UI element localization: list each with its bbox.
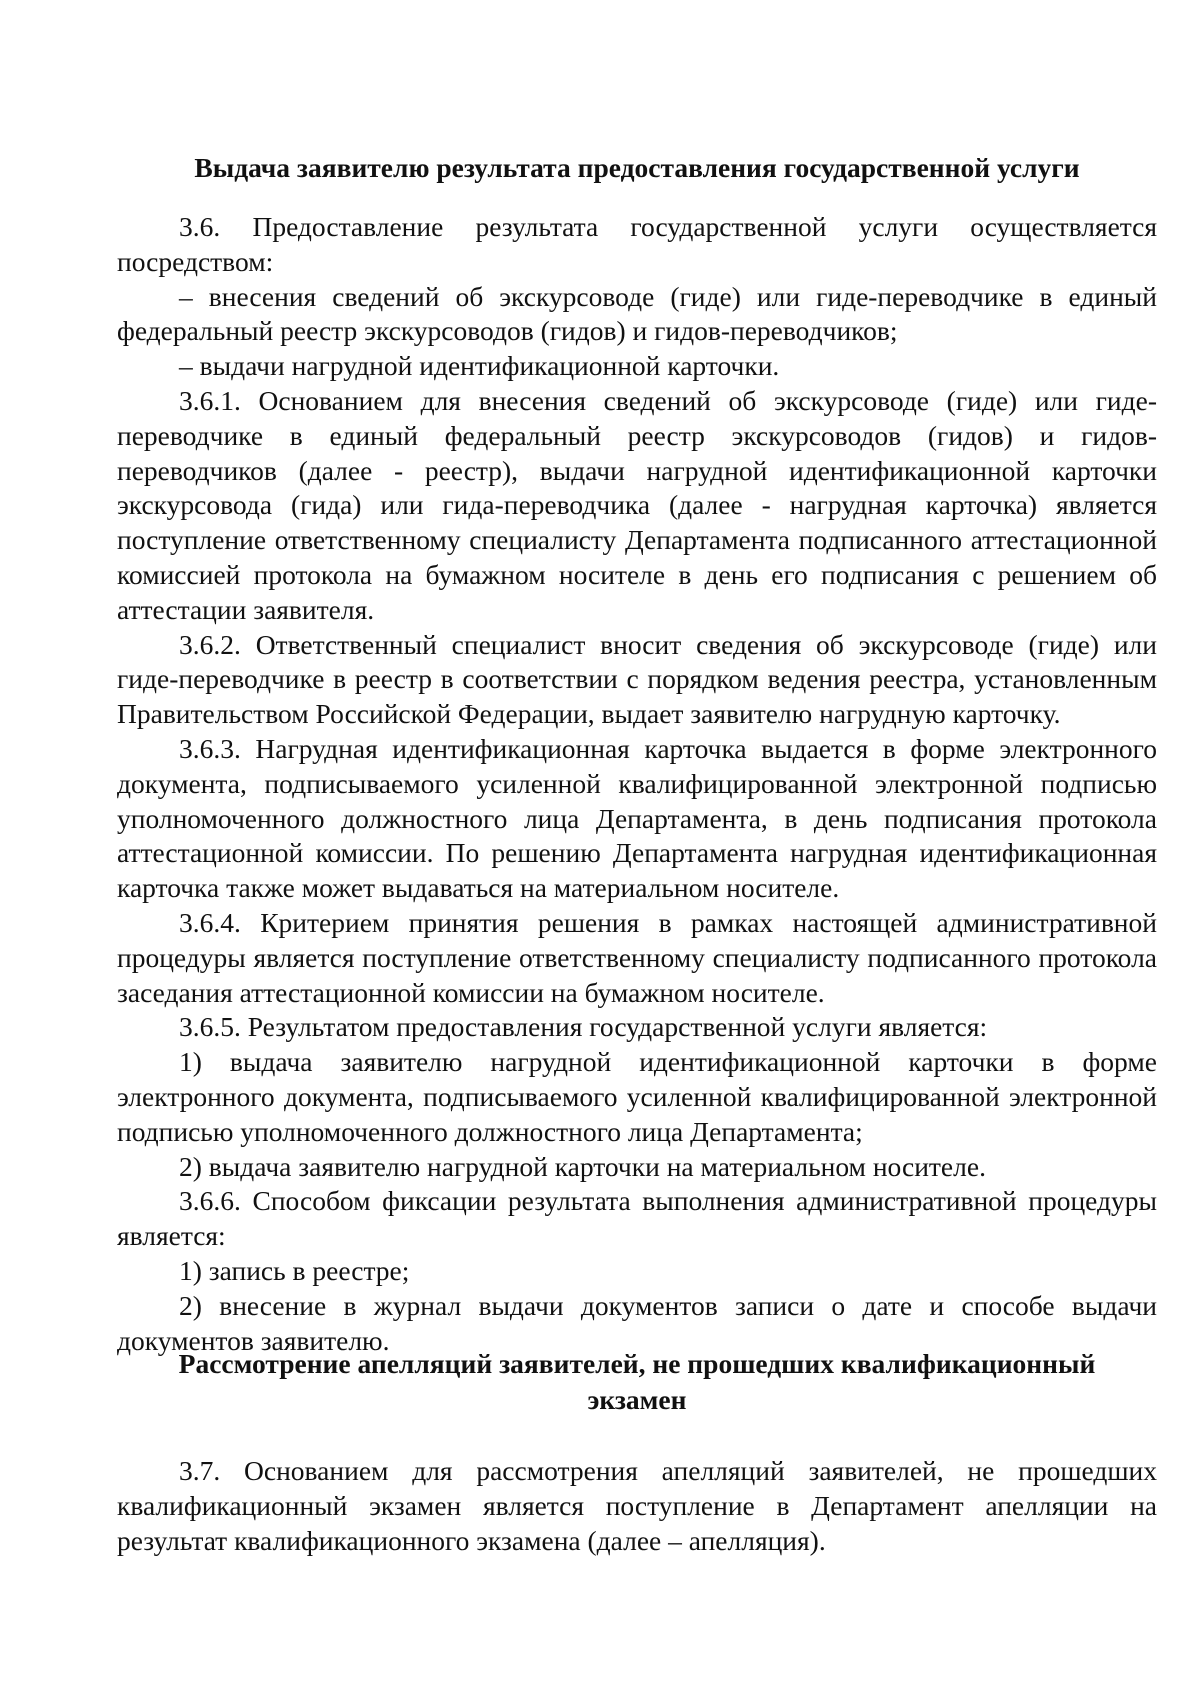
list-item-2-material-card: 2) выдача заявителю нагрудной карточки на материальном носителе. — [179, 1150, 986, 1182]
section-appeals — [117, 1346, 1157, 1558]
section-body — [117, 1454, 1157, 1558]
section-heading-line-1: Рассмотрение апелляций заявителей, не прошедших квалификационный — [178, 1348, 1096, 1379]
paragraph-3-6-6: 3.6.6. Способом фиксации результата выполнения административной процедуры является: — [117, 1185, 1157, 1252]
paragraph-3-6-4: 3.6.4. Критерием принятия решения в рамках настоящей административной процедуры является поступление ответственному специалисту подписанного протокола заседания аттестационной комиссии на бумажном носителе. — [117, 906, 1157, 1008]
list-item-registry-entry: – внесения сведений об экскурсоводе (гиде) или гиде-переводчике в единый федеральный реестр экскурсоводов (гидов) и гидов-переводчиков; — [117, 280, 1157, 347]
paragraph-3-6-5: 3.6.5. Результатом предоставления государственной услуги является: — [179, 1011, 988, 1043]
paragraph-3-6: 3.6. Предоставление результата государственной услуги осуществляется посредством: — [117, 211, 1157, 277]
section-body — [117, 210, 1157, 1358]
list-item-1-electronic-card: 1) выдача заявителю нагрудной идентификационной карточки в форме электронного документа, подписываемого усиленной квалифицированной электронной подписью уполномоченного должностного лица Департамента; — [117, 1046, 1157, 1147]
list-item-badge-issue: – выдачи нагрудной идентификационной карточки. — [179, 350, 780, 382]
section-heading-line-2: экзамен — [587, 1384, 687, 1415]
paragraph-3-6-1: 3.6.1. Основанием для внесения сведений об экскурсоводе (гиде) или гиде-переводчике в единый федеральный реестр экскурсоводов (гидов) и гидов-переводчиков (далее - реестр), выдачи нагрудной идентификационной карточки экскурсовода (гида) или гида-переводчика (далее - нагрудная карточка) является поступление ответственному специалисту Департамента подписанного аттестационной комиссией протокола на бумажном носителе в день его подписания с решением об аттестации заявителя. — [117, 384, 1157, 625]
list-item-2-journal-entry: 2) внесение в журнал выдачи документов записи о дате и способе выдачи документов заявителю. — [117, 1289, 1157, 1356]
paragraph-3-6-2: 3.6.2. Ответственный специалист вносит сведения об экскурсоводе (гиде) или гиде-переводчике в реестр в соответствии с порядком ведения реестра, установленным Правительством Российской Федерации, выдает заявителю нагрудную карточку. — [117, 628, 1157, 730]
paragraph-3-6-3: 3.6.3. Нагрудная идентификационная карточка выдается в форме электронного документа, подписываемого усиленной квалифицированной электронной подписью уполномоченного должностного лица Департамента, в день подписания протокола аттестационной комиссии. По решению Департамента нагрудная идентификационная карточка также может выдаваться на материальном носителе. — [117, 732, 1157, 904]
section-heading: Выдача заявителю результата предоставления государственной услуги — [194, 152, 1080, 183]
section-result-issuance — [117, 150, 1157, 1358]
paragraph-3-7: 3.7. Основанием для рассмотрения апелляций заявителей, не прошедших квалификационный экзамен является поступление в Департамент апелляции на результат квалификационного экзамена (далее – апелляция). — [117, 1455, 1157, 1556]
list-item-1-registry-record: 1) запись в реестре; — [179, 1254, 410, 1286]
